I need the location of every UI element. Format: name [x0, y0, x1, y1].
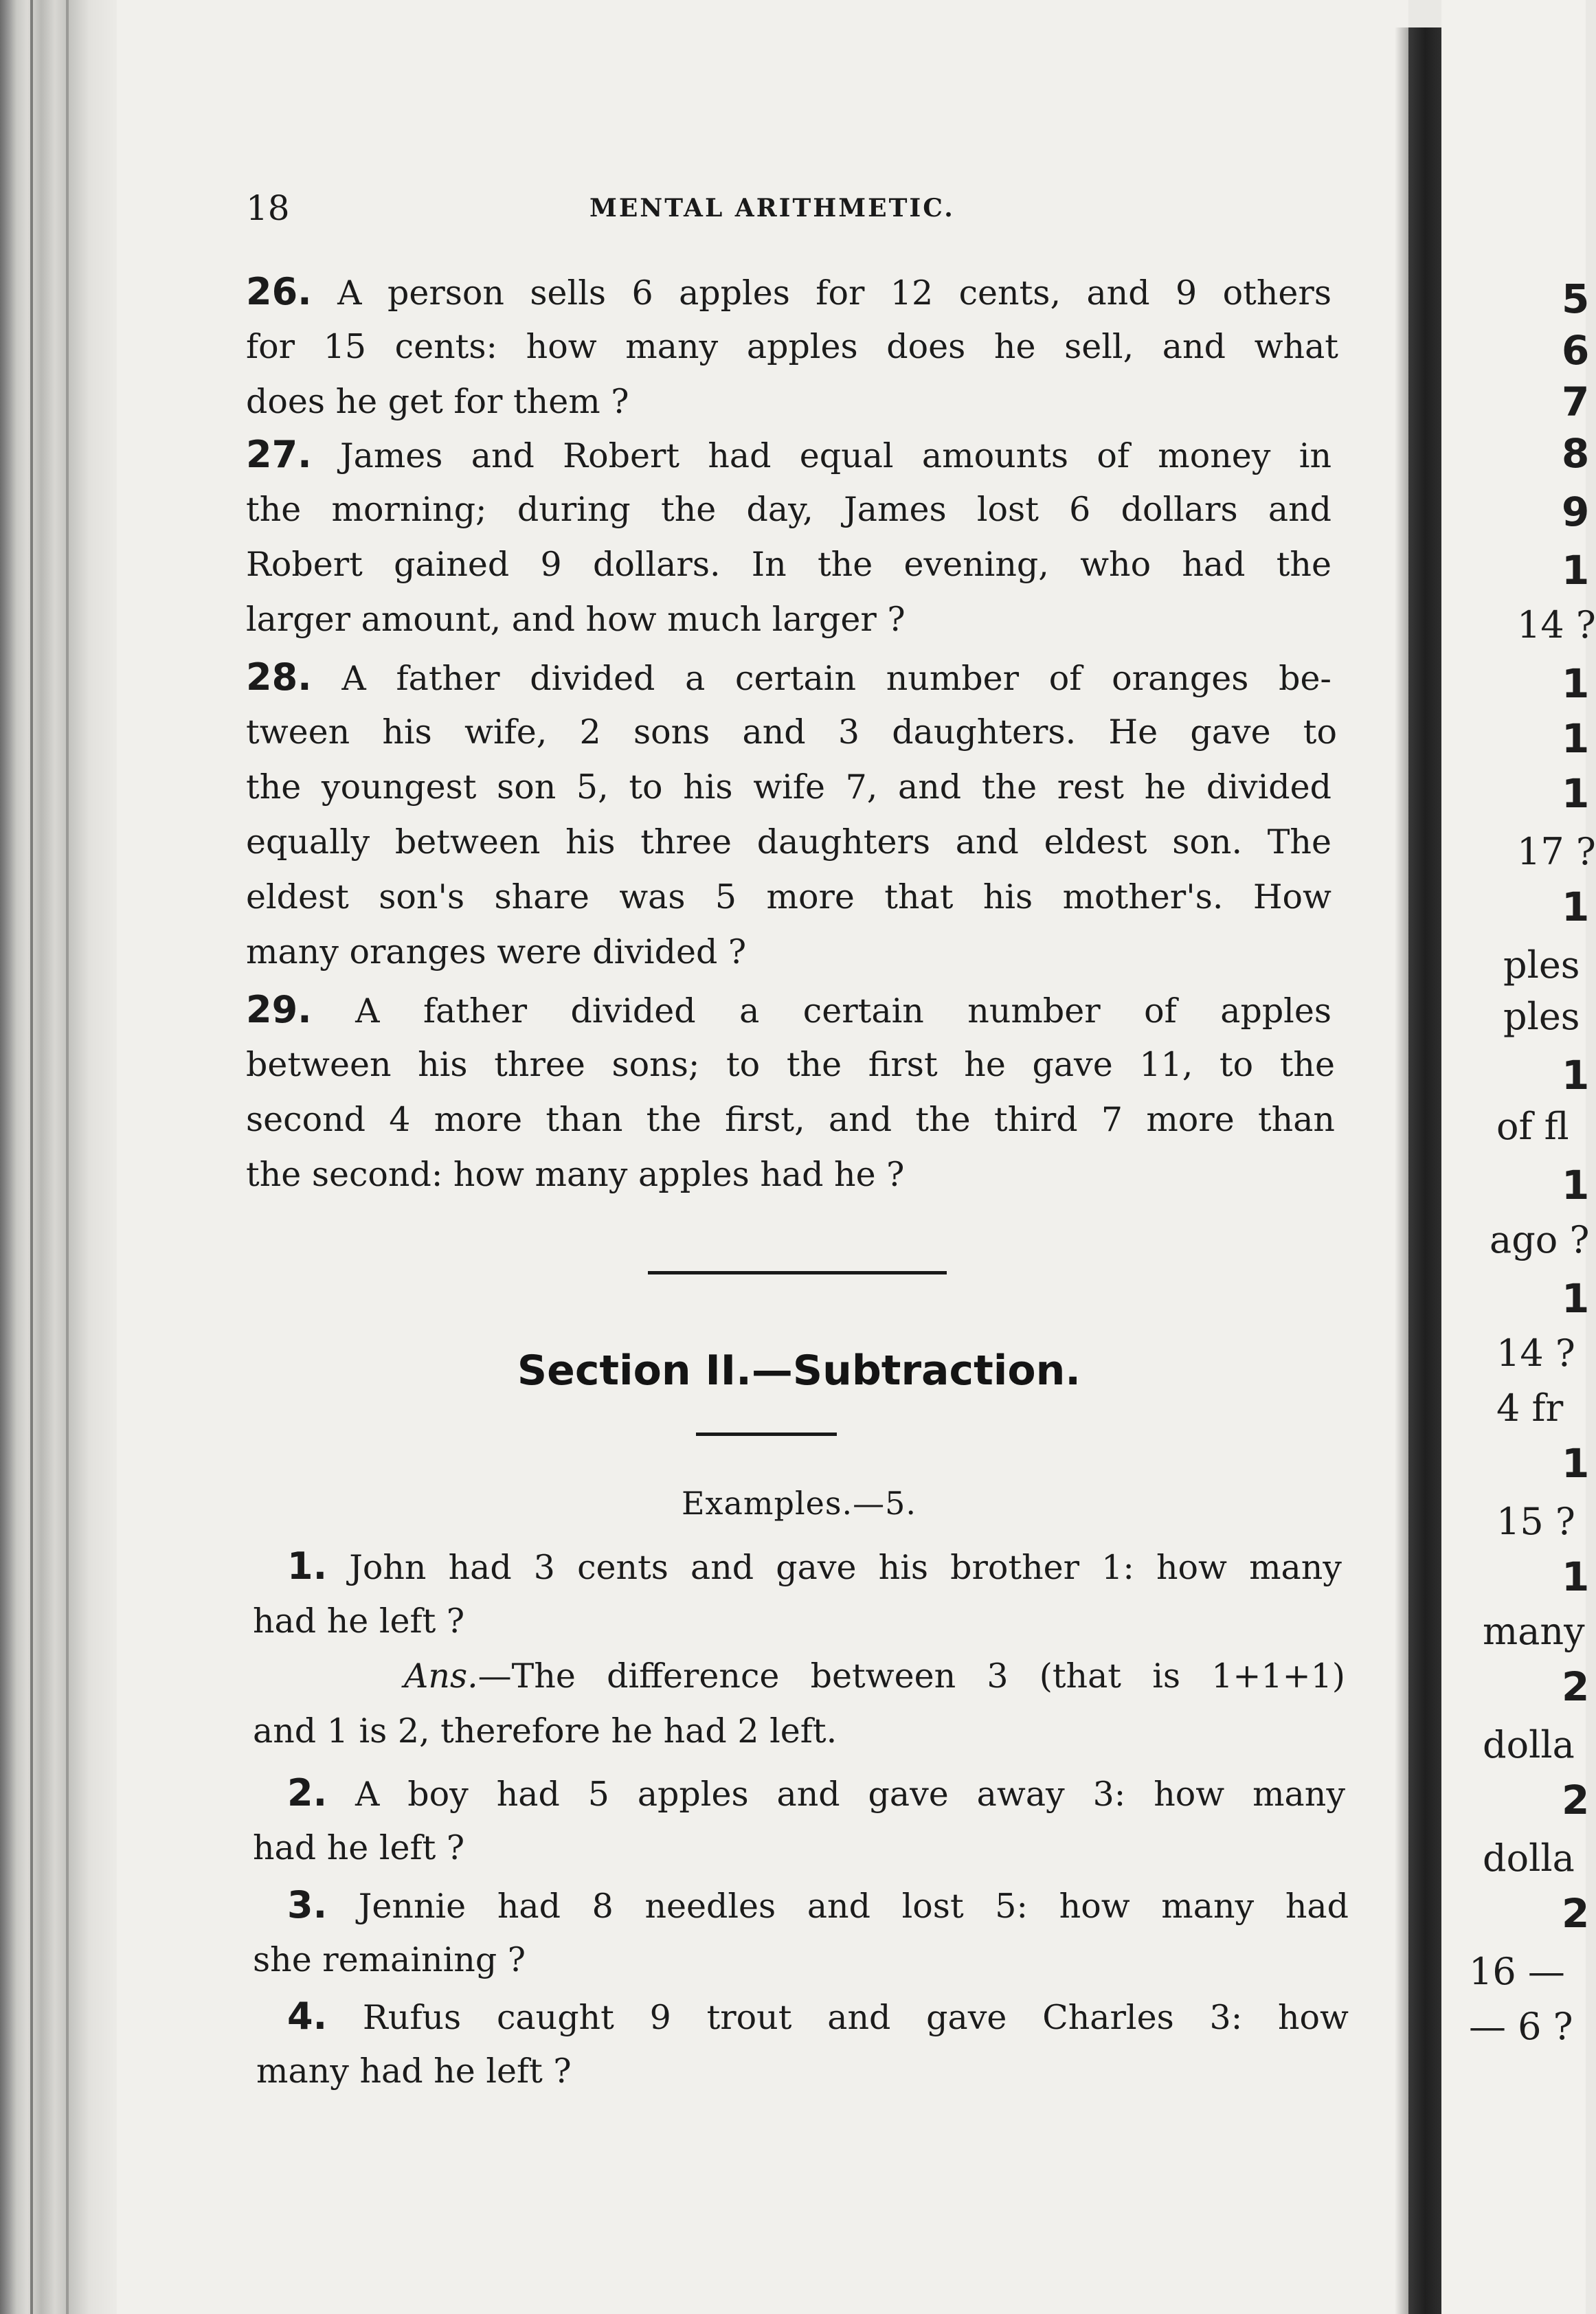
next-page-text-fragment: ples: [1503, 943, 1580, 987]
next-page-text-fragment: 1: [1562, 884, 1590, 930]
text-line: [246, 982, 1331, 1037]
text-line: second 4 more than the first, and the third 7 more than: [246, 1100, 1335, 1139]
answer-text: —The difference between 3 (that is 1+1+1): [477, 1656, 1345, 1696]
next-page-sliver: [1441, 0, 1596, 2314]
next-page-text-fragment: 5: [1562, 276, 1590, 322]
problem-text: Jennie had 8 needles and lost 5: how many had: [358, 1887, 1349, 1926]
next-page-text-fragment: 8: [1562, 430, 1590, 477]
text-line: [246, 265, 1331, 319]
problem-text: John had 3 cents and gave his brother 1: how many: [349, 1548, 1342, 1587]
section-divider-short: [696, 1433, 837, 1436]
next-page-text-fragment: 1: [1562, 1275, 1590, 1322]
next-page-text-fragment: 1: [1562, 715, 1590, 762]
text-line: [246, 1539, 1342, 1594]
text-line: she remaining ?: [253, 1940, 526, 1979]
next-page-text-fragment: 6: [1562, 327, 1590, 374]
answer-line: [404, 1649, 1345, 1704]
section-title: Section II.—Subtraction.: [517, 1347, 1081, 1395]
text-line: between his three sons; to the first he gave 11, to the: [246, 1045, 1335, 1084]
page-gutter: [1408, 27, 1441, 2314]
text-line: the youngest son 5, to his wife 7, and the rest he divided: [246, 767, 1331, 807]
problem-text: A father divided a certain number of apples: [355, 991, 1331, 1031]
next-page-text-fragment: 1: [1562, 1553, 1590, 1600]
next-page-text-fragment: — 6 ?: [1469, 2005, 1573, 2048]
text-line: eldest son's share was 5 more that his mother's. How: [246, 877, 1331, 917]
problem-number: 26.: [246, 270, 312, 313]
next-page-text-fragment: 7: [1562, 379, 1590, 425]
next-page-text-fragment: 14 ?: [1517, 603, 1596, 647]
text-line: the second: how many apples had he ?: [246, 1155, 905, 1194]
text-line: [246, 427, 1331, 482]
problem-number: 3.: [287, 1883, 328, 1927]
text-line: larger amount, and how much larger ?: [246, 600, 906, 639]
next-page-text-fragment: 1: [1562, 547, 1590, 594]
next-page-text-fragment: 15 ?: [1496, 1500, 1575, 1543]
next-page-text-fragment: 17 ?: [1517, 830, 1596, 873]
next-page-text-fragment: ago ?: [1490, 1218, 1590, 1261]
problem-text: A father divided a certain number of oranges be-: [341, 659, 1331, 698]
problem-number: 27.: [246, 433, 312, 476]
problem-text: Rufus caught 9 trout and gave Charles 3: how: [362, 1998, 1349, 2037]
next-page-text-fragment: 2: [1562, 1890, 1590, 1937]
examples-heading: Examples.—5.: [681, 1485, 917, 1522]
problem-number: 28.: [246, 655, 312, 699]
text-line: does he get for them ?: [246, 382, 629, 421]
problem-text: A boy had 5 apples and gave away 3: how many: [355, 1775, 1346, 1814]
running-head: MENTAL ARITHMETIC.: [589, 194, 955, 223]
problem-number: 1.: [287, 1544, 328, 1588]
next-page-text-fragment: 1: [1562, 660, 1590, 707]
text-line: for 15 cents: how many apples does he sell, and what: [246, 327, 1338, 366]
text-line: equally between his three daughters and eldest son. The: [246, 822, 1331, 862]
next-page-text-fragment: 1: [1562, 1052, 1590, 1099]
problem-number: 2.: [287, 1771, 328, 1815]
next-page-text-fragment: 2: [1562, 1777, 1590, 1823]
next-page-text-fragment: 1: [1562, 1440, 1590, 1487]
problem-number: 29.: [246, 988, 312, 1031]
next-page-text-fragment: 1: [1562, 1162, 1590, 1209]
text-line: [246, 1766, 1345, 1821]
text-line: had he left ?: [253, 1828, 465, 1867]
problem-text: A person sells 6 apples for 12 cents, and 9 others: [337, 273, 1331, 313]
next-page-text-fragment: of fl: [1496, 1105, 1569, 1148]
section-divider: [648, 1271, 947, 1274]
next-page-text-fragment: 16 —: [1469, 1950, 1565, 1993]
problem-number: 4.: [287, 1995, 328, 2038]
text-line: Robert gained 9 dollars. In the evening, who had the: [246, 545, 1331, 584]
next-page-text-fragment: dolla: [1483, 1836, 1575, 1880]
text-line: had he left ?: [253, 1602, 465, 1641]
binding-line: [66, 0, 69, 2314]
text-line: many had he left ?: [256, 2052, 572, 2091]
next-page-text-fragment: dolla: [1483, 1723, 1575, 1766]
next-page-text-fragment: ples: [1503, 995, 1580, 1038]
text-line: [246, 1989, 1349, 2044]
next-page-text-fragment: 9: [1562, 488, 1590, 535]
next-page-text-fragment: 4 fr: [1496, 1386, 1564, 1430]
next-page-text-fragment: 2: [1562, 1663, 1590, 1710]
text-line: [246, 650, 1331, 705]
binding-line: [30, 0, 33, 2314]
next-page-text-fragment: many: [1483, 1610, 1585, 1653]
problem-text: James and Robert had equal amounts of money in: [339, 436, 1332, 475]
text-line: and 1 is 2, therefore he had 2 left.: [253, 1711, 838, 1751]
page-number: 18: [246, 188, 290, 228]
answer-label: Ans.: [404, 1656, 478, 1696]
next-page-text-fragment: 1: [1562, 770, 1590, 817]
text-line: many oranges were divided ?: [246, 932, 747, 971]
next-page-text-fragment: 14 ?: [1496, 1332, 1575, 1375]
binding-edge: [0, 0, 117, 2314]
text-line: [246, 1878, 1349, 1933]
text-line: the morning; during the day, James lost 6 dollars and: [246, 490, 1331, 529]
text-line: tween his wife, 2 sons and 3 daughters. He gave to: [246, 712, 1337, 752]
page-content: [246, 0, 1352, 2314]
